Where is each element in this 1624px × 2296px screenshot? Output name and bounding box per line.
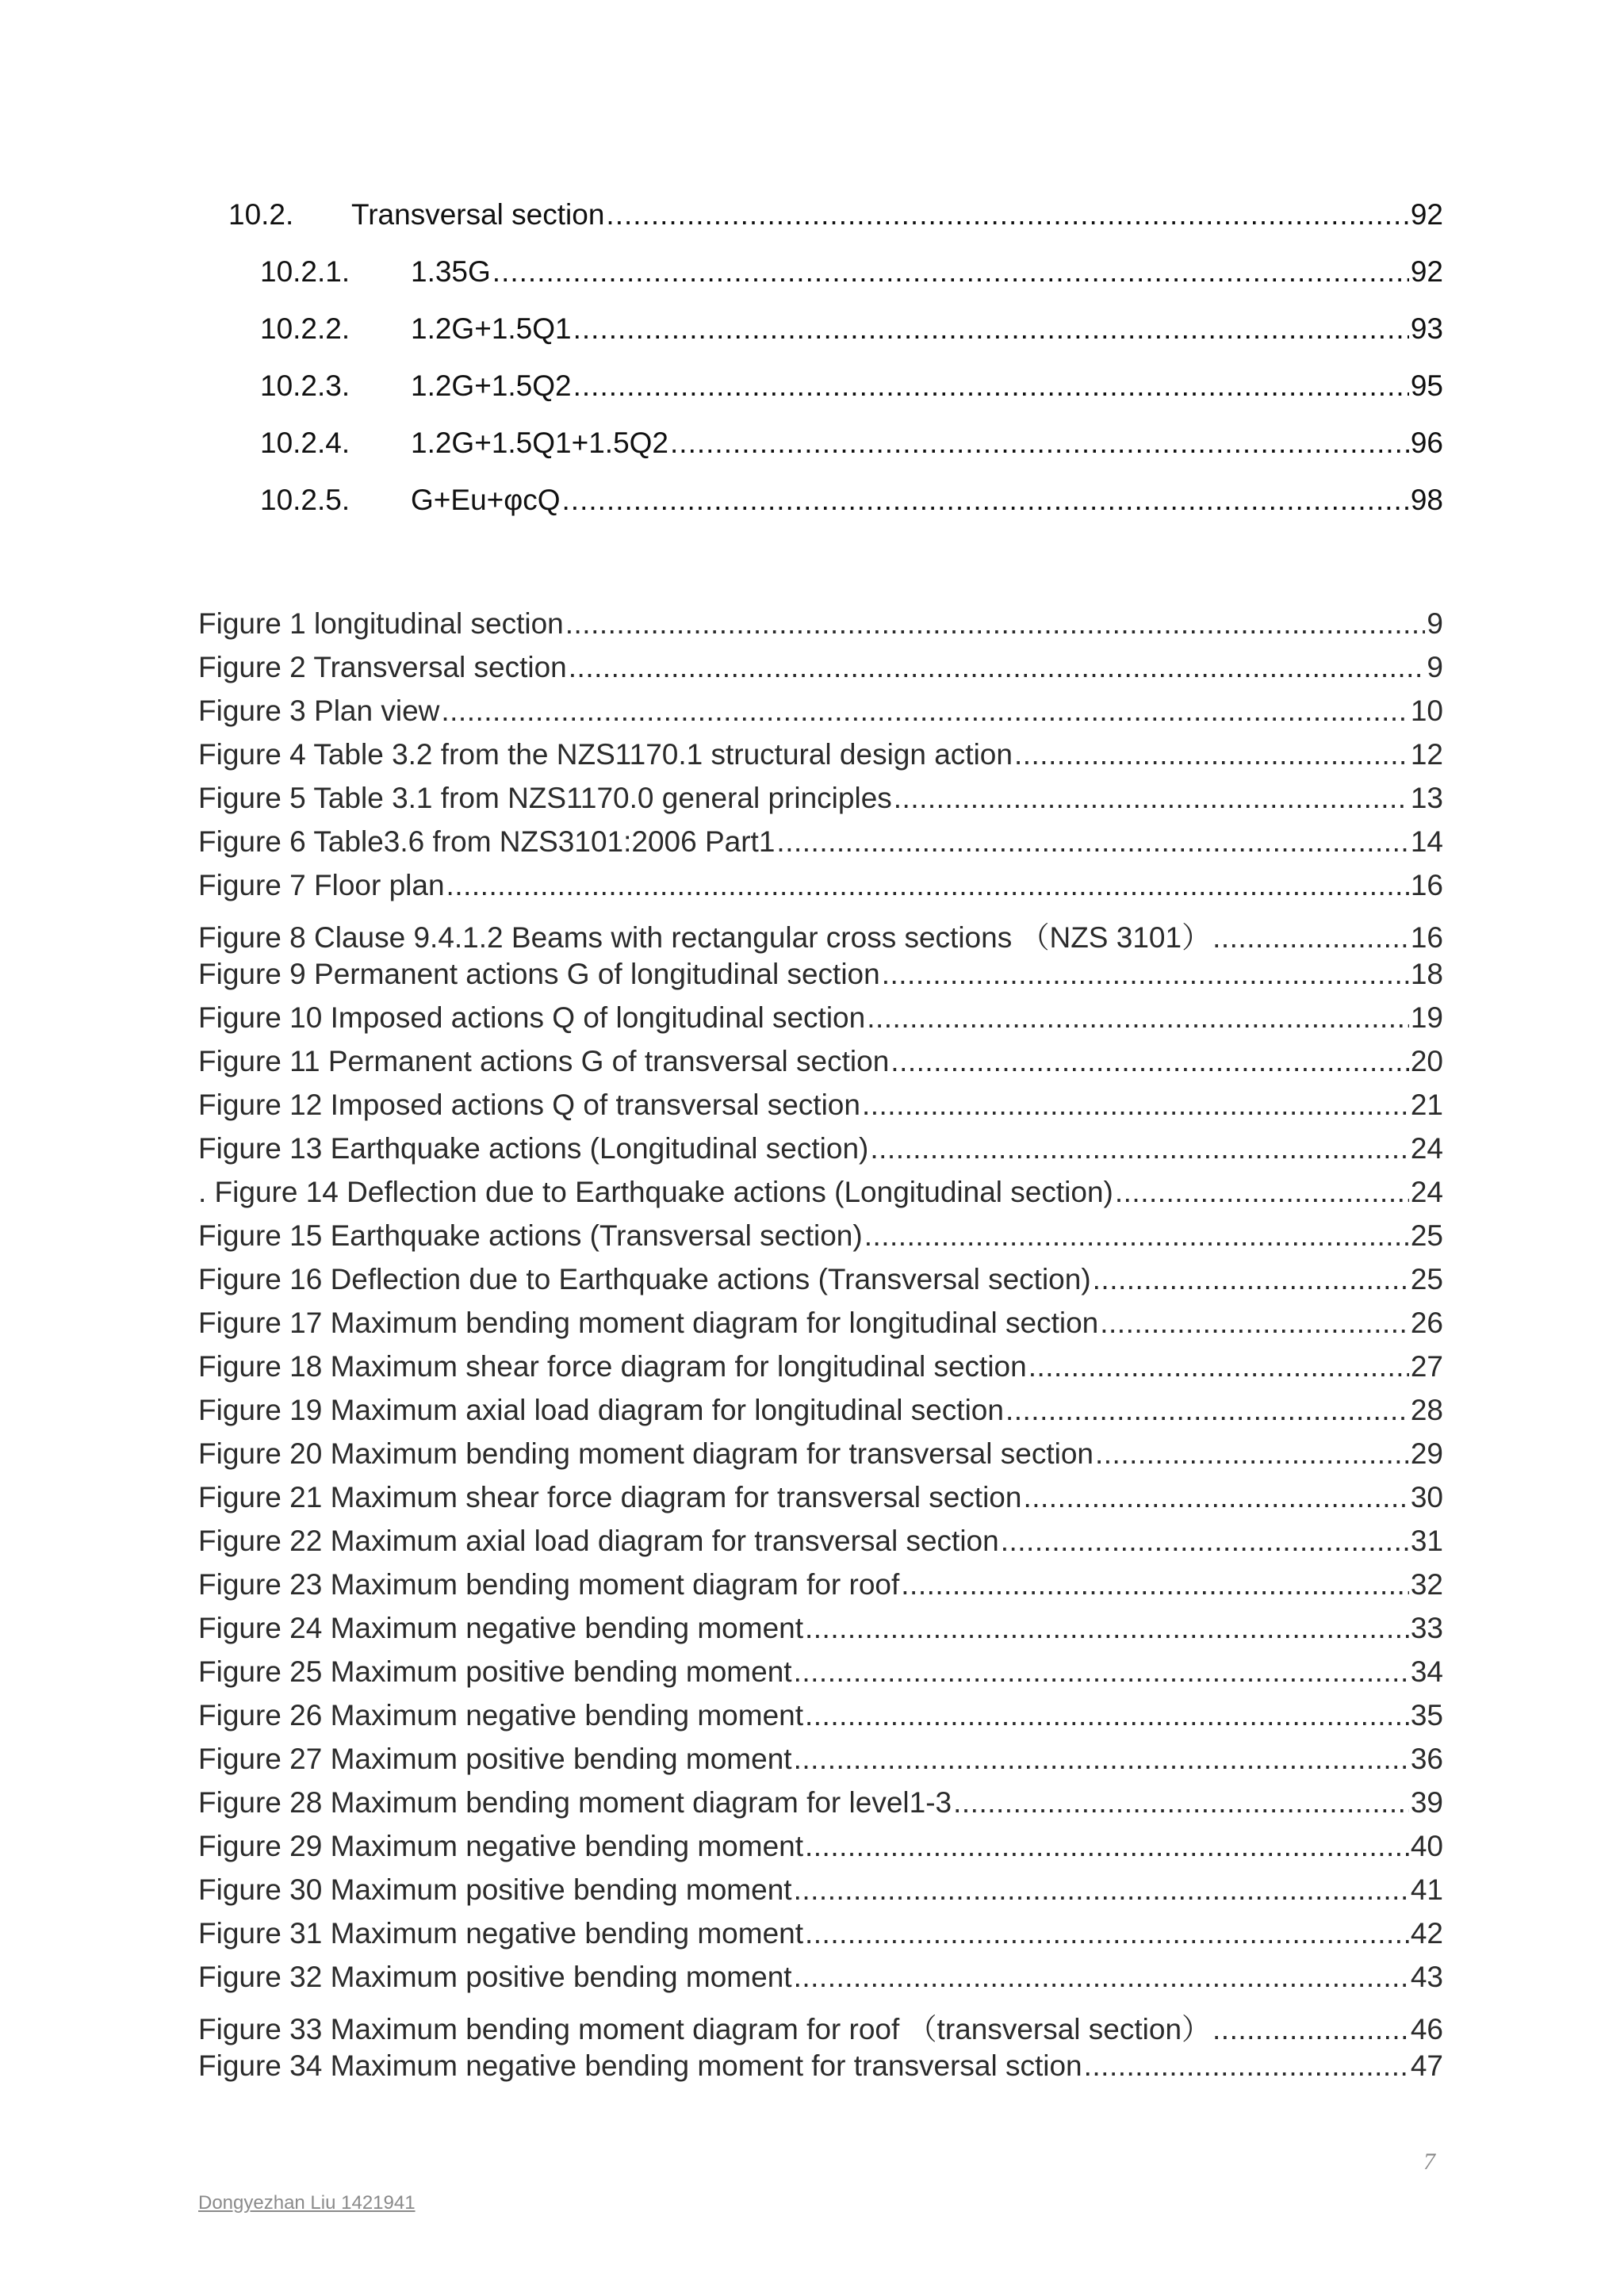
- figure-title: Figure 5 Table 3.1 from NZS1170.0 general principles: [198, 782, 892, 814]
- toc-leader-dots: [805, 1612, 1409, 1645]
- figure-title: Figure 6 Table3.6 from NZS3101:2006 Part1: [198, 825, 776, 858]
- figure-page-number: 40: [1410, 1830, 1443, 1862]
- toc-leader-dots: [1028, 1350, 1409, 1383]
- toc-leader-dots: [573, 312, 1409, 346]
- figure-title: Figure 28 Maximum bending moment diagram for level1-3: [198, 1786, 952, 1819]
- toc-section-entry[interactable]: [260, 484, 1443, 517]
- toc-page-number: 96: [1410, 427, 1443, 459]
- figure-page-number: 16: [1410, 921, 1443, 954]
- figure-list-entry[interactable]: [198, 1437, 1443, 1471]
- figure-list-entry[interactable]: [198, 782, 1443, 815]
- figure-title: Figure 23 Maximum bending moment diagram for roof: [198, 1568, 900, 1601]
- toc-section-number: 10.2.2.: [260, 312, 350, 345]
- figure-list-entry[interactable]: [198, 1786, 1443, 1820]
- figure-page-number: 24: [1410, 1176, 1443, 1208]
- figure-list-entry[interactable]: [198, 1089, 1443, 1122]
- figure-page-number: 28: [1410, 1394, 1443, 1426]
- figure-title: Figure 2 Transversal section: [198, 651, 567, 683]
- figure-title: Figure 10 Imposed actions Q of longitudinal section: [198, 1001, 866, 1034]
- figure-list-entry[interactable]: [198, 825, 1443, 859]
- toc-leader-dots: [891, 1045, 1409, 1078]
- figure-page-number: 14: [1410, 825, 1443, 858]
- toc-leader-dots: [446, 869, 1409, 902]
- figure-page-number: 19: [1410, 1001, 1443, 1034]
- toc-leader-dots: [862, 1089, 1409, 1122]
- figure-list-entry[interactable]: [198, 738, 1443, 771]
- figure-title: Figure 24 Maximum negative bending moment: [198, 1612, 803, 1644]
- toc-section-number: 10.2.1.: [260, 255, 350, 288]
- figure-list-entry[interactable]: [198, 869, 1443, 902]
- figure-page-number: 35: [1410, 1699, 1443, 1732]
- toc-leader-dots: [805, 1917, 1409, 1950]
- toc-leader-dots: [870, 1132, 1408, 1165]
- toc-leader-dots: [1093, 1263, 1409, 1296]
- figure-title: Figure 33 Maximum bending moment diagram for roof （transversal section）: [198, 2013, 1212, 2045]
- toc-leader-dots: [670, 427, 1409, 460]
- figure-page-number: 47: [1410, 2049, 1443, 2082]
- toc-leader-dots: [794, 1743, 1409, 1776]
- figure-title: Figure 12 Imposed actions Q of transversal section: [198, 1089, 860, 1121]
- toc-section-title: G+Eu+φcQ: [411, 484, 561, 516]
- toc-leader-dots: [606, 198, 1408, 232]
- figure-title: Figure 16 Deflection due to Earthquake actions (Transversal section): [198, 1263, 1091, 1295]
- figure-list-entry[interactable]: [198, 1350, 1443, 1383]
- figure-page-number: 39: [1410, 1786, 1443, 1819]
- toc-section-title: 1.2G+1.5Q1+1.5Q2: [411, 427, 669, 459]
- figure-list-entry[interactable]: [198, 1525, 1443, 1558]
- figure-list-entry[interactable]: [198, 1699, 1443, 1732]
- figure-title: Figure 18 Maximum shear force diagram for longitudinal section: [198, 1350, 1027, 1383]
- toc-leader-dots: [882, 958, 1409, 991]
- figure-page-number: 36: [1410, 1743, 1443, 1775]
- figure-list-entry[interactable]: [198, 1263, 1443, 1296]
- figure-title: Figure 25 Maximum positive bending moment: [198, 1655, 792, 1688]
- toc-section-title: Transversal section: [351, 198, 605, 231]
- toc-section-number: 10.2.4.: [260, 427, 350, 459]
- figure-title: Figure 31 Maximum negative bending moment: [198, 1917, 803, 1950]
- figure-list-entry[interactable]: [198, 1961, 1443, 1994]
- figure-title: Figure 15 Earthquake actions (Transversal section): [198, 1219, 863, 1252]
- figure-list-entry[interactable]: [198, 1917, 1443, 1950]
- toc-leader-dots: [565, 607, 1426, 641]
- toc-leader-dots: [776, 825, 1408, 859]
- figure-page-number: 18: [1410, 958, 1443, 990]
- toc-leader-dots: [867, 1001, 1409, 1035]
- figure-page-number: 43: [1410, 1961, 1443, 1993]
- toc-section-number: 10.2.3.: [260, 369, 350, 402]
- figure-list-entry[interactable]: [198, 1481, 1443, 1514]
- toc-leader-dots: [901, 1568, 1409, 1601]
- figure-page-number: 9: [1427, 651, 1443, 683]
- toc-page-number: 92: [1410, 198, 1443, 231]
- toc-leader-dots: [1212, 2013, 1409, 2046]
- figure-page-number: 29: [1410, 1437, 1443, 1470]
- figure-title: Figure 9 Permanent actions G of longitudinal section: [198, 958, 880, 990]
- figure-page-number: 9: [1427, 607, 1443, 640]
- figure-title: Figure 1 longitudinal section: [198, 607, 564, 640]
- toc-section-entry[interactable]: [260, 427, 1443, 460]
- figure-list-entry[interactable]: [198, 2049, 1443, 2083]
- toc-leader-dots: [864, 1219, 1409, 1253]
- figure-page-number: 12: [1410, 738, 1443, 771]
- toc-section-entry[interactable]: [228, 198, 1443, 232]
- footer-author: Dongyezhan Liu 1421941: [198, 2192, 416, 2214]
- figure-title: Figure 34 Maximum negative bending moment for transversal sction: [198, 2049, 1082, 2082]
- figure-list-entry[interactable]: [198, 1873, 1443, 1907]
- figure-list-entry[interactable]: [198, 1743, 1443, 1776]
- toc-section-entry[interactable]: [260, 255, 1443, 289]
- figure-list-entry[interactable]: [198, 958, 1443, 991]
- figure-title: Figure 13 Earthquake actions (Longitudinal section): [198, 1132, 869, 1165]
- toc-leader-dots: [1014, 738, 1409, 771]
- figure-page-number: 24: [1410, 1132, 1443, 1165]
- figure-list-entry[interactable]: [198, 1132, 1443, 1165]
- figure-title: Figure 4 Table 3.2 from the NZS1170.1 structural design action: [198, 738, 1013, 771]
- figure-title: Figure 32 Maximum positive bending moment: [198, 1961, 792, 1993]
- figure-title: Figure 30 Maximum positive bending moment: [198, 1873, 792, 1906]
- toc-section-entry[interactable]: [260, 312, 1443, 346]
- toc-leader-dots: [562, 484, 1409, 517]
- toc-leader-dots: [1100, 1307, 1409, 1340]
- figure-list-entry[interactable]: [198, 913, 1443, 956]
- figure-page-number: 31: [1410, 1525, 1443, 1557]
- toc-section-number: 10.2.: [228, 198, 294, 231]
- figure-page-number: 32: [1410, 1568, 1443, 1601]
- toc-section-title: 1.2G+1.5Q2: [411, 369, 572, 402]
- figure-list-entry[interactable]: [198, 695, 1443, 728]
- toc-section-title: 1.35G: [411, 255, 491, 288]
- toc-page-number: 95: [1410, 369, 1443, 402]
- toc-section-title: 1.2G+1.5Q1: [411, 312, 572, 345]
- figure-page-number: 25: [1410, 1219, 1443, 1252]
- figure-title: Figure 22 Maximum axial load diagram for transversal section: [198, 1525, 999, 1557]
- figure-title: Figure 29 Maximum negative bending moment: [198, 1830, 803, 1862]
- figure-title: Figure 3 Plan view: [198, 695, 440, 727]
- toc-leader-dots: [1212, 921, 1409, 955]
- figure-page-number: 16: [1410, 869, 1443, 901]
- toc-leader-dots: [1115, 1176, 1409, 1209]
- toc-leader-dots: [573, 369, 1409, 403]
- figure-page-number: 25: [1410, 1263, 1443, 1295]
- figure-title: Figure 26 Maximum negative bending moment: [198, 1699, 803, 1732]
- toc-leader-dots: [1095, 1437, 1409, 1471]
- figure-title: Figure 27 Maximum positive bending moment: [198, 1743, 792, 1775]
- toc-leader-dots: [805, 1830, 1409, 1863]
- toc-leader-dots: [1005, 1394, 1409, 1427]
- figure-page-number: 26: [1410, 1307, 1443, 1339]
- figure-page-number: 20: [1410, 1045, 1443, 1077]
- figure-page-number: 10: [1410, 695, 1443, 727]
- figure-list-entry[interactable]: [198, 1568, 1443, 1601]
- toc-leader-dots: [794, 1655, 1409, 1689]
- figure-page-number: 13: [1410, 782, 1443, 814]
- toc-page-number: 92: [1410, 255, 1443, 288]
- toc-leader-dots: [492, 255, 1409, 289]
- toc-leader-dots: [794, 1961, 1409, 1994]
- figure-page-number: 33: [1410, 1612, 1443, 1644]
- toc-leader-dots: [794, 1873, 1409, 1907]
- toc-leader-dots: [569, 651, 1426, 684]
- figure-list-entry[interactable]: [198, 1219, 1443, 1253]
- figure-page-number: 41: [1410, 1873, 1443, 1906]
- figure-list-entry[interactable]: [198, 1830, 1443, 1863]
- figure-title: Figure 7 Floor plan: [198, 869, 445, 901]
- figure-list-entry[interactable]: [198, 2005, 1443, 2048]
- figure-title: Figure 21 Maximum shear force diagram for transversal section: [198, 1481, 1022, 1513]
- toc-section-number: 10.2.5.: [260, 484, 350, 516]
- figure-list-entry[interactable]: [198, 1394, 1443, 1427]
- toc-leader-dots: [894, 782, 1409, 815]
- figure-page-number: 42: [1410, 1917, 1443, 1950]
- toc-page-number: 93: [1410, 312, 1443, 345]
- figure-list-entry[interactable]: [198, 1612, 1443, 1645]
- figure-title: Figure 17 Maximum bending moment diagram for longitudinal section: [198, 1307, 1099, 1339]
- toc-leader-dots: [1084, 2049, 1409, 2083]
- figure-page-number: 30: [1410, 1481, 1443, 1513]
- figure-list-entry[interactable]: [198, 1655, 1443, 1689]
- figure-page-number: 34: [1410, 1655, 1443, 1688]
- figure-title: Figure 20 Maximum bending moment diagram for transversal section: [198, 1437, 1094, 1470]
- figure-list-entry[interactable]: [198, 607, 1443, 641]
- figure-page-number: 46: [1410, 2013, 1443, 2045]
- toc-page-number: 98: [1410, 484, 1443, 516]
- toc-leader-dots: [805, 1699, 1409, 1732]
- toc-leader-dots: [1023, 1481, 1408, 1514]
- figure-page-number: 21: [1410, 1089, 1443, 1121]
- figure-page-number: 27: [1410, 1350, 1443, 1383]
- toc-leader-dots: [953, 1786, 1409, 1820]
- figure-title: . Figure 14 Deflection due to Earthquake actions (Longitudinal section): [198, 1176, 1113, 1208]
- figure-title: Figure 11 Permanent actions G of transversal section: [198, 1045, 890, 1077]
- figure-list-entry[interactable]: [198, 1307, 1443, 1340]
- figure-title: Figure 8 Clause 9.4.1.2 Beams with rectangular cross sections （NZS 3101）: [198, 921, 1212, 954]
- toc-leader-dots: [441, 695, 1408, 728]
- figure-list-entry[interactable]: [198, 1001, 1443, 1035]
- figure-list-entry[interactable]: [198, 651, 1443, 684]
- figure-list-entry[interactable]: [198, 1045, 1443, 1078]
- figure-list-entry[interactable]: [198, 1176, 1443, 1209]
- page-number: 7: [1423, 2149, 1435, 2175]
- toc-section-entry[interactable]: [260, 369, 1443, 403]
- figure-title: Figure 19 Maximum axial load diagram for longitudinal section: [198, 1394, 1004, 1426]
- toc-leader-dots: [1001, 1525, 1409, 1558]
